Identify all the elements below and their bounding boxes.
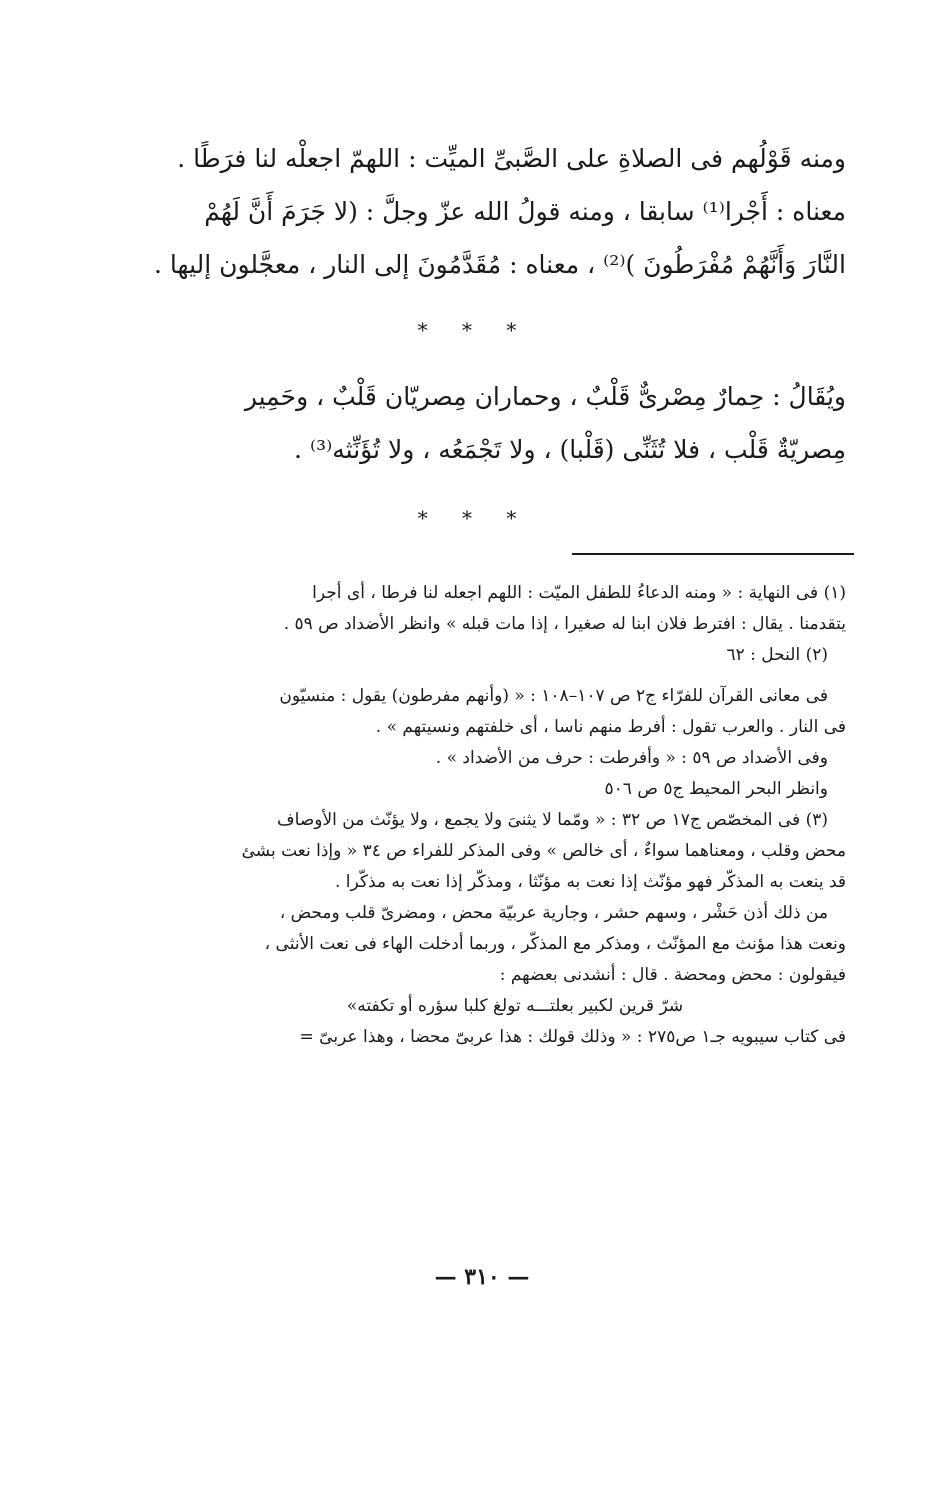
footnote-line: فى كتاب سيبويه جـ١ ص٢٧٥ : « وذلك قولك : هذا عربىّ محضا ، وهذا عربىّ = xyxy=(299,1027,846,1047)
text-line: ومنه قَوْلُهم فى الصلاةِ على الصَّبىِّ الميِّت : اللهمّ اجعلْه لنا فرَطًا . xyxy=(177,144,846,173)
footnote-line: (١) فى النهاية : « ومنه الدعاءُ للطفل الميّت : اللهم اجعله لنا فرطا ، أى أجرا xyxy=(312,583,846,603)
footnote-divider xyxy=(572,553,854,555)
text-line: مِصريّةٌ قَلْب ، فلا تُثَنِّى (قَلْبا) ، ولا تَجْمَعُه ، ولا تُؤَنِّثه⁽³⁾ . xyxy=(294,435,846,464)
footnote-line: وفى الأضداد ص ٥٩ : « وأفرطت : حرف من الأضداد » . xyxy=(435,748,828,768)
page-number: — ٣١٠ — xyxy=(434,1264,530,1290)
section-separator: * * * xyxy=(417,506,531,530)
text-line: ويُقَالُ : حِمارٌ مِصْرىٌّ قَلْبٌ ، وحماران مِصريّان قَلْبٌ ، وحَمِير xyxy=(244,382,846,411)
footnote-line: وانظر البحر المحيط ج٥ ص ٥٠٦ xyxy=(604,779,828,799)
footnote-line: فيقولون : محض ومحضة . قال : أنشدنى بعضهم : xyxy=(499,965,846,985)
text-line: النَّارَ وَأَنَّهُمْ مُفْرَطُونَ )⁽²⁾ ، معناه : مُقَدَّمُونَ إلى النار ، معجَّلون إليها . xyxy=(154,250,846,279)
text-line: معناه : أَجْرا⁽¹⁾ سابقا ، ومنه قولُ الله عزّ وجلَّ : (لا جَرَمَ أَنَّ لَهُمْ xyxy=(204,197,846,226)
verse-line: شرّ قرين لكبير بعلتـــه تولغ كلبا سؤره أو تكفته» xyxy=(346,996,684,1016)
main-paragraph-2 xyxy=(124,370,846,476)
main-paragraph-1 xyxy=(124,132,846,291)
footnote-line: فى معانى القرآن للفرّاء ج٢ ص ١٠٧–١٠٨ : « (وأنهم مفرطون) يقول : منسيّون xyxy=(279,686,828,706)
footnote-line: (٢) النحل : ٦٢ xyxy=(726,645,828,665)
footnote-line: قد ينعت به المذكّر فهو مؤنّث إذا نعت به مؤنّثا ، ومذكّر إذا نعت به مذكّرا . xyxy=(334,872,846,892)
footnotes xyxy=(124,578,846,1053)
section-separator: * * * xyxy=(417,318,531,342)
footnote-line: من ذلك أذن حَشْر ، وسهم حشر ، وجارية عربيّة محض ، ومضرىّ قلب ومحض ، xyxy=(279,903,828,923)
footnote-line: (٣) فى المخصّص ج١٧ ص ٣٢ : « ومّما لا يثنىَ ولا يجمع ، ولا يؤنّث من الأوصاف xyxy=(277,810,828,830)
footnote-line: محض وقلب ، ومعناهما سواءٌ ، أى خالص » وفى المذكر للفراء ص ٣٤ « وإذا نعت بشئ xyxy=(241,841,846,861)
footnote-line: ونعت هذا مؤنث مع المؤنّث ، ومذكر مع المذكّر ، وربما أدخلت الهاء فى نعت الأنثى ، xyxy=(264,934,846,954)
footnote-line: يتقدمنا . يقال : افترط فلان ابنا له صغيرا ، إذا مات قبله » وانظر الأضداد ص ٥٩ . xyxy=(283,614,846,634)
footnote-line: فى النار . والعرب تقول : أفرط منهم ناسا ، أى خلفتهم ونسيتهم » . xyxy=(375,717,846,737)
